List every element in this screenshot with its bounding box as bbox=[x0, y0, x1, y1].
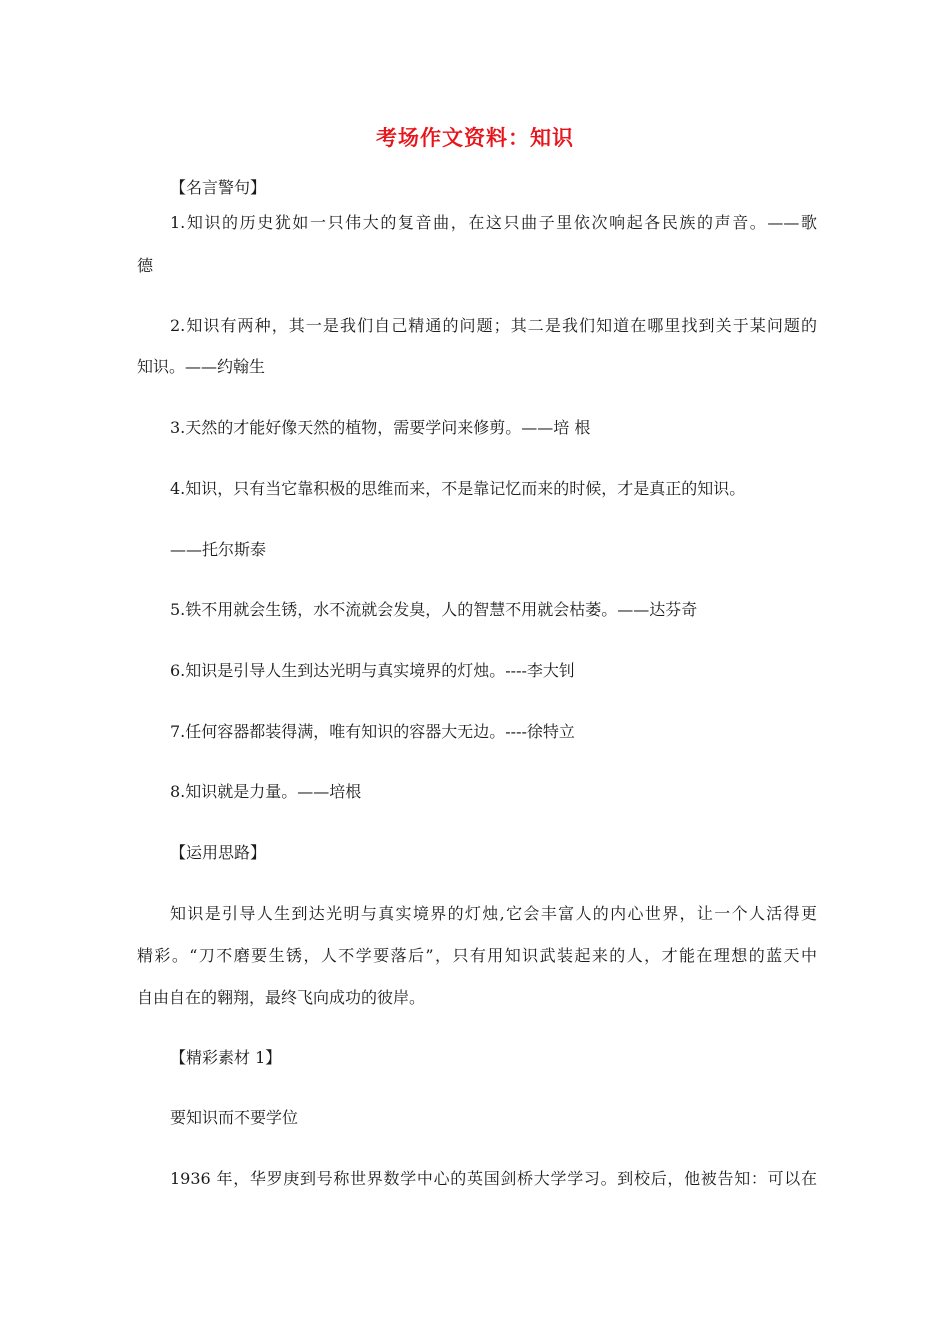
quote-7: 7.任何容器都装得满，唯有知识的容器大无边。----徐特立 bbox=[170, 722, 575, 741]
usage-line-3: 自由自在的翱翔，最终飞向成功的彼岸。 bbox=[137, 988, 426, 1007]
quote-8: 8.知识就是力量。——培根 bbox=[170, 782, 362, 801]
quote-5: 5.铁不用就会生锈，水不流就会发臭，人的智慧不用就会枯萎。——达芬奇 bbox=[170, 600, 698, 619]
material-subtitle: 要知识而不要学位 bbox=[170, 1108, 299, 1127]
usage-heading: 【运用思路】 bbox=[170, 843, 267, 862]
material-heading: 【精彩素材 1】 bbox=[170, 1048, 282, 1067]
quote-4-line-2: ——托尔斯泰 bbox=[170, 540, 267, 559]
quote-2-line-1: 2.知识有两种，其一是我们自己精通的问题；其二是我们知道在哪里找到关于某问题的 bbox=[170, 316, 817, 335]
quote-3: 3.天然的才能好像天然的植物，需要学问来修剪。——培 根 bbox=[170, 418, 591, 437]
usage-line-1: 知识是引导人生到达光明与真实境界的灯烛,它会丰富人的内心世界，让一个人活得更 bbox=[170, 904, 817, 923]
quote-4-line-1: 4.知识，只有当它靠积极的思维而来，不是靠记忆而来的时候，才是真正的知识。 bbox=[170, 479, 746, 498]
quote-1-line-1: 1.知识的历史犹如一只伟大的复音曲，在这只曲子里依次响起各民族的声音。——歌 bbox=[170, 213, 817, 232]
quote-2-line-2: 知识。——约翰生 bbox=[137, 357, 266, 376]
quote-1-line-2: 德 bbox=[137, 256, 154, 275]
quotes-heading: 【名言警句】 bbox=[170, 178, 267, 197]
material-line-1: 1936 年，华罗庚到号称世界数学中心的英国剑桥大学学习。到校后，他被告知：可以在 bbox=[170, 1169, 817, 1188]
document-title: 考场作文资料：知识 bbox=[376, 126, 574, 150]
usage-line-2: 精彩。“刀不磨要生锈，人不学要落后”，只有用知识武装起来的人，才能在理想的蓝天中 bbox=[137, 946, 817, 965]
quote-6: 6.知识是引导人生到达光明与真实境界的灯烛。----李大钊 bbox=[170, 661, 575, 680]
